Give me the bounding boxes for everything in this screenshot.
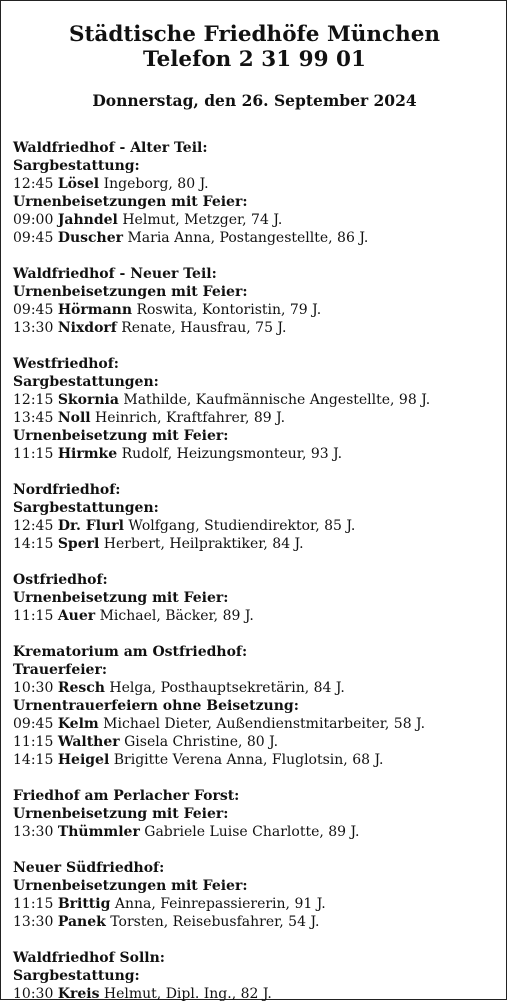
notice-date: Donnerstag, den 26. September 2024 (92, 91, 417, 110)
cemetery-block (13, 139, 496, 247)
burial-entry (13, 715, 496, 733)
entry-time: 11:15 (13, 446, 54, 462)
cemetery-name: Waldfriedhof - Alter Teil: (13, 140, 208, 156)
entry-surname: Thümmler (57, 824, 140, 840)
entry-details: Anna, Feinrepassiererin, 91 J. (114, 896, 326, 912)
burial-entry (13, 751, 496, 769)
burial-entry (13, 229, 496, 247)
entry-time: 14:15 (13, 752, 54, 768)
burial-entry (13, 445, 496, 463)
burial-entry (13, 409, 496, 427)
entry-surname: Dr. Flurl (57, 518, 124, 534)
entry-details: Helga, Posthauptsekretärin, 84 J. (109, 680, 345, 696)
entry-details: Herbert, Heilpraktiker, 84 J. (103, 536, 304, 552)
entry-surname: Duscher (57, 230, 123, 246)
cemetery-list (13, 139, 496, 1003)
burial-entry (13, 535, 496, 553)
entry-surname: Hörmann (57, 302, 132, 318)
cemetery-name: Ostfriedhof: (13, 572, 108, 588)
burial-type-label: Urnenbeisetzungen mit Feier: (13, 878, 248, 894)
entry-details: Brigitte Verena Anna, Fluglotsin, 68 J. (113, 752, 384, 768)
entry-surname: Resch (57, 680, 105, 696)
entry-details: Renate, Hausfrau, 75 J. (121, 320, 287, 336)
cemetery-block (13, 571, 496, 625)
burial-entry (13, 985, 496, 1003)
burial-entry (13, 607, 496, 625)
entry-details: Roswita, Kontoristin, 79 J. (136, 302, 322, 318)
burial-entry (13, 517, 496, 535)
entry-time: 11:15 (13, 896, 54, 912)
burial-type-label: Sargbestattung: (13, 968, 140, 984)
cemetery-block (13, 859, 496, 931)
burial-entry (13, 175, 496, 193)
entry-surname: Heigel (57, 752, 110, 768)
burial-entry (13, 211, 496, 229)
entry-details: Torsten, Reisebusfahrer, 54 J. (110, 914, 320, 930)
burial-type-label: Urnenbeisetzung mit Feier: (13, 428, 229, 444)
entry-details: Michael, Bäcker, 89 J. (99, 608, 254, 624)
entry-details: Helmut, Metzger, 74 J. (122, 212, 283, 228)
cemetery-block (13, 949, 496, 1003)
entry-time: 09:45 (13, 716, 54, 732)
entry-surname: Jahndel (57, 212, 118, 228)
entry-details: Helmut, Dipl. Ing., 82 J. (103, 986, 272, 1002)
entry-details: Mathilde, Kaufmännische Angestellte, 98 J. (123, 392, 431, 408)
burial-entry (13, 319, 496, 337)
notice-phone: Telefon 2 31 99 01 (143, 47, 366, 72)
burial-type-label: Sargbestattung: (13, 158, 140, 174)
notice-header (13, 22, 496, 111)
entry-time: 09:45 (13, 302, 54, 318)
entry-details: Gisela Christine, 80 J. (124, 734, 279, 750)
cemetery-name: Westfriedhof: (13, 356, 119, 372)
entry-details: Heinrich, Kraftfahrer, 89 J. (95, 410, 286, 426)
burial-entry (13, 823, 496, 841)
entry-details: Michael Dieter, Außendienstmitarbeiter, 58 J. (103, 716, 426, 732)
entry-time: 13:45 (13, 410, 54, 426)
entry-surname: Sperl (57, 536, 100, 552)
entry-surname: Noll (57, 410, 91, 426)
entry-surname: Nixdorf (57, 320, 117, 336)
burial-entry (13, 895, 496, 913)
cemetery-name: Friedhof am Perlacher Forst: (13, 788, 240, 804)
entry-details: Ingeborg, 80 J. (103, 176, 209, 192)
cemetery-name: Neuer Südfriedhof: (13, 860, 165, 876)
cemetery-block (13, 355, 496, 463)
entry-surname: Kelm (57, 716, 99, 732)
entry-surname: Brittig (57, 896, 111, 912)
entry-surname: Lösel (57, 176, 100, 192)
entry-time: 13:30 (13, 320, 54, 336)
burial-type-label: Urnenbeisetzungen mit Feier: (13, 194, 248, 210)
entry-time: 14:15 (13, 536, 54, 552)
burial-type-label: Urnentrauerfeiern ohne Beisetzung: (13, 698, 299, 714)
cemetery-name: Waldfriedhof - Neuer Teil: (13, 266, 217, 282)
cemetery-name: Nordfriedhof: (13, 482, 121, 498)
burial-type-label: Urnenbeisetzung mit Feier: (13, 590, 229, 606)
entry-time: 10:30 (13, 986, 54, 1002)
entry-details: Maria Anna, Postangestellte, 86 J. (127, 230, 369, 246)
entry-time: 13:30 (13, 914, 54, 930)
cemetery-name: Krematorium am Ostfriedhof: (13, 644, 248, 660)
burial-type-label: Sargbestattungen: (13, 500, 159, 516)
entry-details: Gabriele Luise Charlotte, 89 J. (144, 824, 360, 840)
entry-surname: Skornia (57, 392, 119, 408)
cemetery-block (13, 481, 496, 553)
entry-details: Rudolf, Heizungsmonteur, 93 J. (121, 446, 343, 462)
entry-time: 12:15 (13, 392, 54, 408)
entry-time: 11:15 (13, 734, 54, 750)
entry-surname: Kreis (57, 986, 100, 1002)
entry-time: 10:30 (13, 680, 54, 696)
burial-type-label: Trauerfeier: (13, 662, 108, 678)
entry-time: 09:45 (13, 230, 54, 246)
burial-type-label: Urnenbeisetzungen mit Feier: (13, 284, 248, 300)
entry-surname: Auer (57, 608, 96, 624)
entry-surname: Hirmke (57, 446, 118, 462)
burial-entry (13, 391, 496, 409)
cemetery-name: Waldfriedhof Solln: (13, 950, 165, 966)
entry-time: 11:15 (13, 608, 54, 624)
entry-details: Wolfgang, Studiendirektor, 85 J. (128, 518, 356, 534)
entry-surname: Panek (57, 914, 106, 930)
burial-type-label: Urnenbeisetzung mit Feier: (13, 806, 229, 822)
entry-surname: Walther (57, 734, 120, 750)
burial-entry (13, 913, 496, 931)
cemetery-block (13, 643, 496, 769)
cemetery-block (13, 265, 496, 337)
burial-entry (13, 733, 496, 751)
notice-title: Städtische Friedhöfe München (68, 22, 441, 47)
entry-time: 09:00 (13, 212, 54, 228)
entry-time: 13:30 (13, 824, 54, 840)
cemetery-block (13, 787, 496, 841)
burial-type-label: Sargbestattungen: (13, 374, 159, 390)
burial-entry (13, 301, 496, 319)
burial-entry (13, 679, 496, 697)
entry-time: 12:45 (13, 518, 54, 534)
entry-time: 12:45 (13, 176, 54, 192)
